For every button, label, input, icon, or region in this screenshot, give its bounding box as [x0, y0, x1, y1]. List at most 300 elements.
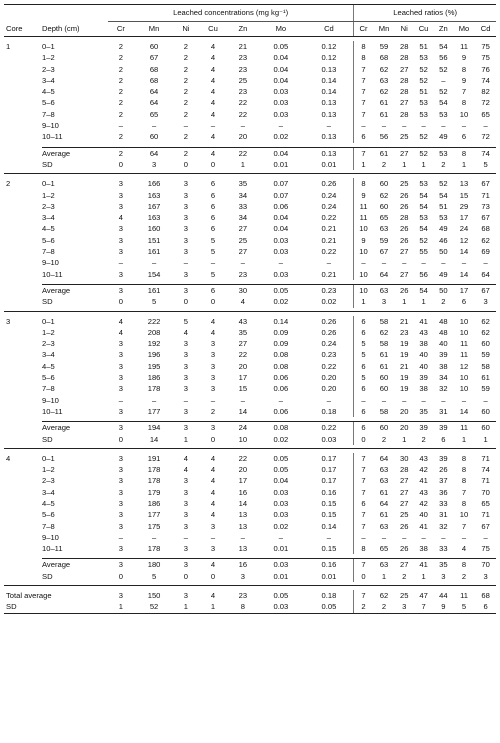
conc-cell: –	[118, 121, 123, 131]
average-label: Average	[42, 147, 108, 159]
ratio-cell: –	[483, 121, 488, 131]
conc-cell: 3	[118, 373, 123, 383]
conc-cell: 4	[210, 510, 216, 520]
conc-cell: 0.13	[321, 109, 337, 119]
conc-cell: 0.15	[321, 510, 337, 520]
conc-cell: 163	[147, 190, 161, 200]
ratio-cell: 28	[400, 465, 409, 475]
depth-cell: 0–1	[42, 316, 55, 326]
conc-cell: –	[183, 258, 189, 268]
conc-cell: 151	[147, 235, 161, 245]
conc-cell: 3	[108, 559, 134, 571]
ratio-cell: 62	[481, 316, 490, 326]
ratio-cell: 76	[481, 64, 490, 74]
ratio-cell: 54	[419, 224, 428, 234]
ratio-cell: 61	[379, 487, 389, 497]
conc-cell: 0.21	[321, 269, 337, 279]
conc-cell: 0	[210, 434, 216, 444]
ratio-cell: 5	[483, 159, 488, 169]
conc-cell: 0.13	[321, 98, 337, 108]
conc-cell: 0.04	[273, 64, 289, 74]
ratio-cell: 75	[481, 42, 490, 51]
ratio-cell: 1	[402, 434, 407, 444]
ratio-cell: 6	[461, 297, 467, 307]
ratio-cell: 54	[413, 284, 434, 296]
ratio-cell: 68	[379, 53, 389, 63]
conc-cell: 0.06	[273, 201, 289, 211]
ratio-cell: 0	[354, 434, 373, 445]
ratio-cell: 53	[419, 98, 428, 108]
sd-row	[4, 571, 496, 582]
conc-cell: 0.16	[321, 487, 337, 497]
ratio-cell: 61	[379, 361, 389, 371]
ratio-cell: 68	[481, 224, 490, 234]
conc-cell: 0.24	[321, 190, 337, 200]
table-row	[4, 361, 496, 372]
conc-cell: 4	[183, 327, 189, 337]
depth-cell: 5–6	[42, 510, 55, 520]
conc-cell: 0.08	[257, 422, 304, 434]
conc-cell: 3	[183, 224, 189, 234]
ratio-cell: 26	[400, 544, 409, 554]
ratio-cell: 8	[453, 147, 475, 159]
ratio-cell: 27	[400, 269, 409, 279]
conc-cell: 0	[118, 159, 123, 169]
depth-cell: 4–5	[42, 361, 55, 371]
conc-cell: 2	[118, 98, 123, 108]
conc-cell: 160	[147, 224, 161, 234]
ratio-cell: 3	[381, 297, 387, 307]
conc-cell: 0.17	[321, 453, 337, 463]
core-label-empty	[4, 223, 42, 234]
ratio-cell: 33	[439, 498, 448, 508]
depth-cell: 4–5	[42, 87, 55, 97]
ratio-cell: 11	[460, 350, 468, 360]
conc-cell: 4	[183, 465, 189, 475]
conc-cell: –	[151, 395, 157, 405]
conc-cell: 3	[210, 373, 216, 383]
ratio-cell: 49	[439, 269, 448, 279]
ratio-cell: 6	[354, 422, 373, 434]
ratio-cell: 33	[439, 544, 448, 554]
ratios-group-header: Leached ratios (%)	[354, 5, 496, 22]
ratio-cell: 10	[354, 284, 373, 296]
ratio-cell: 49	[439, 132, 448, 142]
ratio-cell: 7	[354, 64, 373, 75]
core-label-empty	[4, 372, 42, 383]
ratio-cell: 2	[402, 571, 407, 581]
conc-cell: 0.09	[273, 339, 289, 349]
conc-cell: 0.14	[321, 521, 337, 531]
ratio-cell: 8	[461, 453, 467, 463]
core-label-empty	[4, 498, 42, 509]
table-row	[4, 406, 496, 417]
ratio-cell: 1	[402, 297, 407, 307]
ratio-cell: 44	[439, 591, 448, 601]
conc-cell: 16	[238, 487, 248, 497]
conc-cell: 191	[147, 453, 161, 463]
conc-cell: 0.01	[321, 571, 337, 581]
ratio-cell: 2	[441, 297, 446, 307]
conc-cell: 195	[147, 361, 161, 371]
conc-cell: 65	[149, 109, 159, 119]
ratio-cell: 62	[379, 64, 389, 74]
conc-cell: 0.12	[321, 53, 337, 63]
ratio-cell: 53	[439, 213, 448, 223]
ratio-cell: 7	[354, 509, 373, 520]
ratio-cell: 32	[439, 384, 448, 394]
conc-cell: 67	[149, 53, 159, 63]
ratio-cell: 60	[379, 201, 389, 211]
ratio-cell: 65	[379, 213, 389, 223]
table-row	[4, 372, 496, 383]
ratio-cell: 1	[381, 571, 387, 581]
ratio-cell: 6	[354, 327, 373, 338]
conc-cell: 3	[118, 544, 123, 554]
table-row	[4, 327, 496, 338]
ratio-cell: 54	[439, 98, 448, 108]
ratio-cell: 1	[354, 296, 373, 307]
conc-cell: 0.26	[321, 327, 337, 337]
ratio-cell: 4	[461, 544, 467, 554]
conc-cell: –	[183, 395, 189, 405]
conc-cell: 3	[183, 521, 189, 531]
ratio-cell: 47	[419, 591, 428, 601]
conc-cell: 16	[229, 559, 257, 571]
table-row	[4, 41, 496, 52]
core-label-empty	[4, 212, 42, 223]
conc-cell: 186	[147, 498, 161, 508]
ratio-cell: 10	[459, 510, 469, 520]
ratio-cell: 6	[354, 316, 373, 327]
ratio-cell: 7	[354, 475, 373, 486]
ratio-cell: –	[421, 258, 426, 268]
conc-cell: 64	[134, 147, 175, 159]
ratio-cell: 29	[459, 201, 469, 211]
conc-cell: 0.03	[273, 498, 289, 508]
conc-cell: 23	[238, 269, 248, 279]
ratio-cell: –	[483, 258, 488, 268]
ratio-cell: 39	[419, 373, 428, 383]
depth-cell: 7–8	[42, 247, 55, 257]
depth-cell: 9–10	[42, 395, 59, 405]
ratio-cell: 48	[439, 327, 448, 337]
ratio-cell: 73	[481, 201, 490, 211]
ratio-cell: 21	[400, 316, 409, 326]
column-header-ratio-3: Cu	[413, 22, 434, 37]
ratio-cell: 38	[419, 544, 428, 554]
table-row	[4, 475, 496, 486]
conc-cell: 0.04	[257, 147, 304, 159]
ratio-cell: 1	[402, 159, 407, 169]
conc-cell: 0.03	[273, 510, 289, 520]
table-row	[4, 383, 496, 394]
ratio-cell: 5	[453, 601, 475, 613]
core-label-empty	[4, 64, 42, 75]
ratio-cell: 28	[400, 87, 409, 97]
ratio-cell: –	[461, 395, 467, 405]
ratio-cell: 69	[481, 247, 490, 257]
ratio-cell: 35	[419, 406, 428, 416]
ratio-cell: –	[461, 258, 467, 268]
conc-cell: 2	[118, 64, 123, 74]
conc-cell: 3	[118, 453, 123, 463]
ratio-cell: 60	[475, 422, 496, 434]
ratio-cell: 67	[475, 284, 496, 296]
conc-cell: –	[210, 121, 216, 131]
ratio-cell: 14	[459, 269, 469, 279]
conc-cell: 5	[210, 269, 216, 279]
ratio-cell: 53	[419, 179, 428, 189]
conc-cell: 0.06	[273, 373, 289, 383]
ratio-cell: 27	[400, 498, 409, 508]
conc-cell: 178	[147, 384, 161, 394]
ratio-cell: 63	[379, 476, 389, 486]
conc-cell: 23	[238, 53, 248, 63]
ratio-cell: 6	[354, 498, 373, 509]
table-row	[4, 201, 496, 212]
ratio-cell: 41	[419, 521, 428, 531]
conc-cell: 22	[238, 453, 248, 463]
ratio-cell: 51	[419, 87, 428, 97]
ratio-cell: 56	[379, 132, 389, 142]
ratio-cell: –	[381, 532, 387, 542]
ratio-cell: –	[421, 121, 426, 131]
ratio-cell: 11	[460, 339, 468, 349]
ratio-cell: 19	[400, 373, 409, 383]
conc-cell: 4	[210, 42, 216, 51]
table-row	[4, 257, 496, 268]
conc-cell: 208	[147, 327, 161, 337]
ratio-cell: 2	[381, 159, 387, 169]
ratio-cell: 58	[379, 339, 389, 349]
conc-cell: 0.20	[321, 373, 337, 383]
average-row	[4, 284, 496, 296]
ratio-cell: 40	[419, 510, 428, 520]
ratio-cell: 52	[413, 147, 434, 159]
conc-cell: 4	[210, 453, 216, 463]
table-row	[4, 109, 496, 120]
ratio-cell: 58	[481, 361, 490, 371]
conc-cell: 14	[149, 434, 159, 444]
core-label-empty	[4, 75, 42, 86]
ratio-cell: 27	[395, 147, 413, 159]
ratio-cell: 11	[460, 591, 468, 601]
ratio-cell: 38	[439, 361, 448, 371]
depth-cell: 0–1	[42, 179, 55, 189]
conc-cell: 6	[210, 201, 216, 211]
ratio-cell: –	[402, 395, 407, 405]
conc-cell: –	[210, 395, 216, 405]
conc-cell: 150	[147, 591, 161, 601]
ratio-cell: 42	[419, 498, 428, 508]
ratio-cell: 39	[439, 350, 448, 360]
column-header-row	[4, 22, 496, 37]
conc-cell: –	[326, 395, 332, 405]
conc-cell: 3	[118, 224, 123, 234]
ratio-cell: 7	[354, 453, 373, 464]
conc-cell: 166	[147, 179, 161, 189]
conc-cell: 0.21	[321, 235, 337, 245]
core-label-empty	[4, 190, 42, 201]
ratio-cell: –	[461, 121, 467, 131]
depth-cell: 9–10	[42, 121, 59, 131]
conc-cell: 22	[229, 147, 257, 159]
ratio-cell: 43	[419, 453, 428, 463]
conc-cell: 52	[134, 601, 175, 613]
conc-cell: 4	[118, 213, 123, 223]
depth-cell: 3–4	[42, 350, 55, 360]
conc-cell: 25	[238, 75, 248, 85]
ratio-cell: 14	[459, 247, 469, 257]
conc-cell: 0.17	[321, 465, 337, 475]
conc-cell: 13	[238, 510, 248, 520]
ratio-cell: 2	[354, 601, 373, 613]
ratio-cell: –	[381, 258, 387, 268]
conc-cell: 3	[183, 373, 189, 383]
ratio-cell: 54	[419, 190, 428, 200]
conc-cell: 3	[118, 498, 123, 508]
conc-cell: 35	[238, 327, 248, 337]
conc-cell: 0.07	[273, 179, 289, 189]
conc-cell: 163	[147, 213, 161, 223]
ratio-cell: 3	[441, 571, 446, 581]
sd-row	[4, 434, 496, 445]
ratio-cell: 52	[439, 64, 448, 74]
ratio-cell: 11	[354, 212, 373, 223]
core-label-empty	[4, 406, 42, 417]
conc-cell: 2	[108, 147, 134, 159]
conc-cell: 20	[238, 465, 248, 475]
column-header-ratio-4: Zn	[434, 22, 453, 37]
ratio-cell: 43	[419, 327, 428, 337]
ratio-cell: 13	[459, 179, 469, 189]
conc-cell: –	[278, 532, 283, 542]
ratio-cell: 23	[400, 327, 409, 337]
conc-cell: 43	[238, 316, 248, 326]
conc-cell: 23	[238, 87, 248, 97]
ratio-cell: 31	[439, 510, 448, 520]
ratio-cell: –	[402, 258, 407, 268]
ratio-cell: 7	[413, 601, 434, 613]
ratio-cell: –	[461, 532, 467, 542]
ratio-cell: 67	[481, 521, 490, 531]
conc-cell: 4	[210, 476, 216, 486]
conc-cell: 6	[210, 224, 216, 234]
conc-cell: 0.20	[321, 384, 337, 394]
conc-cell: 3	[210, 384, 216, 394]
conc-cell: 3	[108, 284, 134, 296]
conc-cell: 6	[210, 190, 216, 200]
conc-cell: 0.24	[321, 201, 337, 211]
conc-cell: 4	[118, 327, 123, 337]
ratio-cell: 27	[395, 559, 413, 571]
ratio-cell: 31	[439, 406, 448, 416]
ratio-cell: 6	[441, 434, 446, 444]
table-row	[4, 212, 496, 223]
table-row	[4, 338, 496, 349]
conc-cell: 68	[149, 75, 159, 85]
conc-cell: 4	[183, 453, 189, 463]
ratio-cell: –	[441, 532, 446, 542]
table-row	[4, 464, 496, 475]
ratio-cell: 11	[354, 201, 373, 212]
ratio-cell: 30	[400, 453, 409, 463]
core-label-empty	[4, 52, 42, 63]
conc-cell: 3	[183, 235, 189, 245]
ratio-cell: 10	[354, 269, 373, 280]
ratio-cell: 27	[400, 487, 409, 497]
conc-cell: 25	[238, 235, 248, 245]
ratio-cell: 9	[434, 601, 453, 613]
core-label-empty	[4, 284, 42, 296]
average-row	[4, 559, 496, 571]
conc-cell: 64	[149, 87, 159, 97]
ratio-cell: 38	[419, 384, 428, 394]
conc-cell: 20	[238, 361, 248, 371]
ratio-cell: 1	[483, 434, 488, 444]
core-label-empty	[4, 509, 42, 520]
ratio-cell: 19	[400, 339, 409, 349]
ratio-cell: 9	[354, 235, 373, 246]
conc-cell: 4	[210, 109, 216, 119]
conc-cell: 0.05	[273, 591, 289, 601]
depth-cell: 1–2	[42, 53, 55, 63]
conc-cell: 0.24	[321, 339, 337, 349]
ratio-cell: 50	[434, 284, 453, 296]
ratio-cell: 64	[481, 269, 490, 279]
core-label-empty	[4, 422, 42, 434]
conc-cell: 4	[210, 487, 216, 497]
column-header-core: Core	[4, 22, 42, 37]
ratio-cell: 60	[373, 422, 395, 434]
conc-cell: 2	[118, 75, 123, 85]
conc-cell: 0.05	[273, 42, 289, 51]
ratio-cell: 71	[481, 476, 490, 486]
ratio-cell: 42	[419, 465, 428, 475]
ratio-cell: 75	[481, 53, 490, 63]
ratio-cell: –	[441, 258, 446, 268]
conc-cell: 3	[210, 361, 216, 371]
column-header-conc-0: Cr	[108, 22, 134, 37]
ratio-cell: 6	[354, 383, 373, 394]
ratio-cell: 2	[381, 434, 387, 444]
ratio-cell: 41	[419, 316, 428, 326]
conc-cell: 4	[240, 297, 245, 307]
ratio-cell: 5	[354, 349, 373, 360]
conc-cell: 0.22	[305, 422, 354, 434]
conc-cell: 196	[147, 350, 161, 360]
ratio-cell: 74	[481, 75, 490, 85]
conc-cell: 64	[149, 98, 159, 108]
ratio-cell: 52	[419, 132, 428, 142]
conc-cell: 2	[183, 53, 189, 63]
core-label-empty	[4, 532, 42, 543]
total-sd-label: SD	[4, 601, 108, 613]
core-label: 3	[6, 316, 11, 326]
ratio-cell: 54	[439, 42, 448, 51]
conc-cell: 3	[151, 159, 157, 169]
conc-cell: 0.14	[321, 75, 337, 85]
table-row	[4, 543, 496, 554]
ratio-cell: 34	[439, 373, 448, 383]
ratio-cell: 65	[481, 498, 490, 508]
ratio-cell: 52	[439, 87, 448, 97]
core-label-empty	[4, 246, 42, 257]
ratio-cell: 7	[354, 109, 373, 120]
ratio-cell: 56	[439, 53, 448, 63]
ratio-cell: 11	[453, 422, 475, 434]
